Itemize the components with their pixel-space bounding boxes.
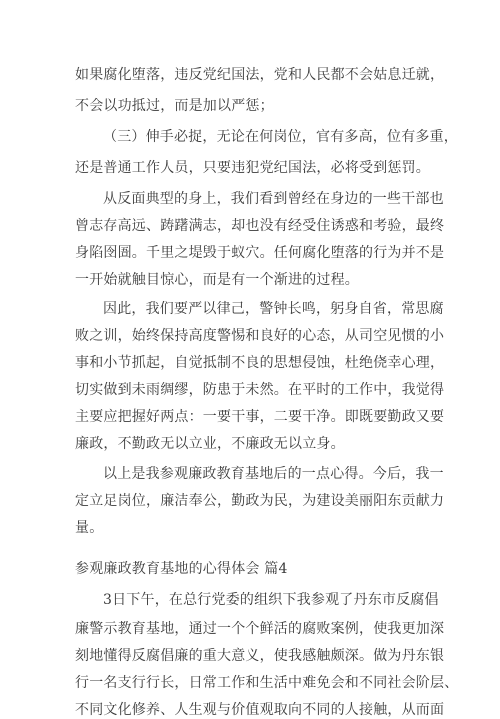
body-text-line: 切实做到未雨绸缪，防患于未然。在平时的工作中，我觉得 — [75, 382, 445, 398]
body-text-line: 刻地懂得反腐倡廉的重大意义，使我感触颇深。做为丹东银 — [75, 648, 445, 664]
body-text-line: 如果腐化堕落，违反党纪国法，党和人民都不会姑息迁就， — [75, 67, 445, 83]
body-text-line: 事和小节抓起，自觉抵制不良的思想侵蚀，杜绝侥幸心理， — [75, 355, 445, 371]
body-text-line: 不会以功抵过，而是加以严惩； — [75, 98, 274, 114]
body-text-line: 身陷囹圄。千里之堤毁于蚁穴。任何腐化堕落的行为并不是 — [75, 245, 445, 261]
body-text-line: 以上是我参观廉政教育基地后的一点心得。今后，我一 — [103, 466, 444, 482]
body-text-line: 廉政，不勤政无以立业，不廉政无以立身。 — [75, 436, 345, 452]
body-text-line: 一开始就触目惊心，而是有一个渐进的过程。 — [75, 272, 359, 288]
body-text-line: 廉警示教育基地，通过一个个鲜活的腐败案例，使我更加深 — [75, 621, 445, 637]
body-text-line: 从反面典型的身上，我们看到曾经在身边的一些干部也 — [103, 191, 444, 207]
body-text-line: 败之训，始终保持高度警惕和良好的心态，从司空见惯的小 — [75, 328, 445, 344]
body-text-line: 因此，我们要严以律己，警钟长鸣，躬身自省，常思腐 — [103, 301, 444, 317]
body-text-line: 主要应把握好两点：一要干事，二要干净。即既要勤政又要 — [75, 409, 445, 425]
body-text-line: 行一名支行行长，日常工作和生活中难免会和不同社会阶层、 — [75, 675, 459, 691]
body-text-line: （三）伸手必捉，无论在何岗位，官有多高，位有多重， — [103, 129, 458, 145]
body-text-line: 定立足岗位，廉洁奉公，勤政为民，为建设美丽阳东贡献力 — [75, 493, 445, 509]
body-text-line: 还是普通工作人员，只要违犯党纪国法，必将受到惩罚。 — [75, 160, 430, 176]
body-text-line: 不同文化修养、人生观与价值观取向不同的人接触，从而面 — [75, 702, 445, 718]
section-heading: 参观廉政教育基地的心得体会 篇4 — [75, 561, 288, 577]
body-text-line: 3日下午，在总行党委的组织下我参观了丹东市反腐倡 — [103, 592, 439, 608]
body-text-line: 量。 — [75, 520, 104, 536]
body-text-line: 曾志存高远、踌躇满志，却也没有经受住诱惑和考验，最终 — [75, 218, 445, 234]
